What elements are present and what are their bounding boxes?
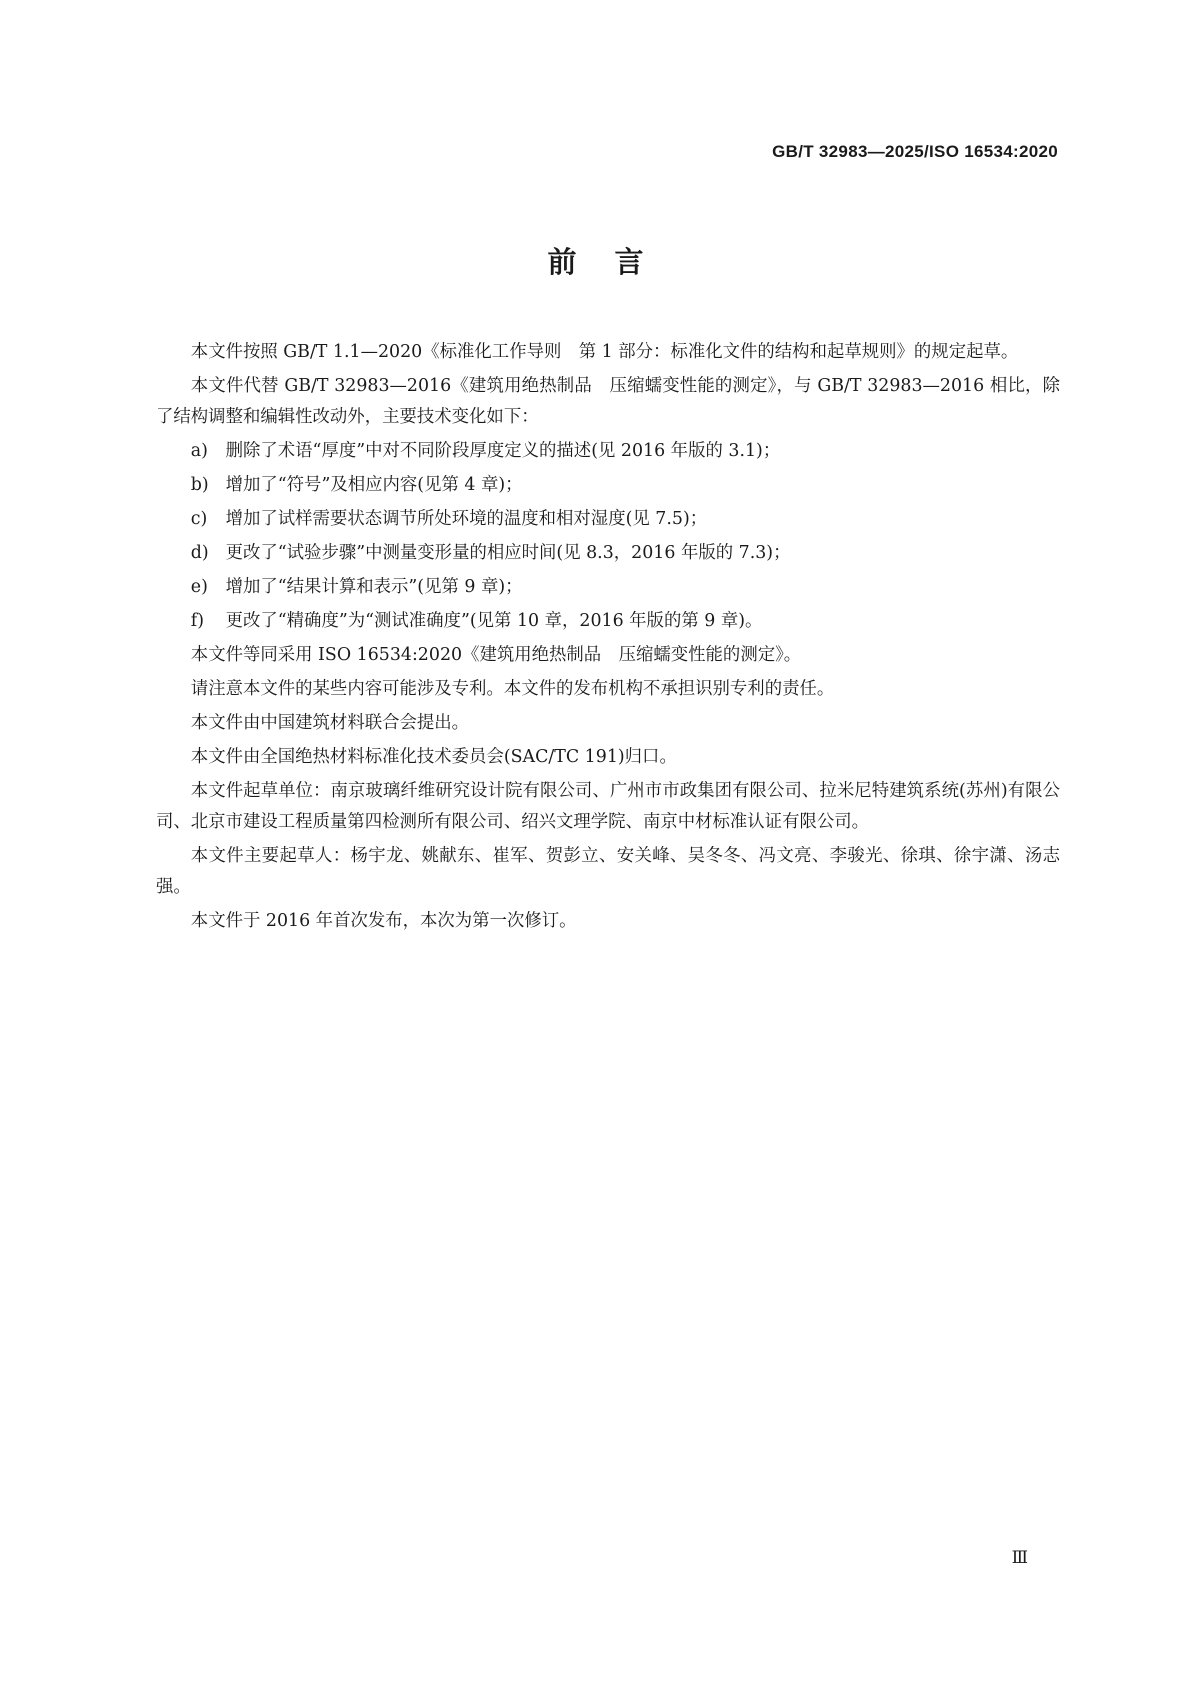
standard-code-header: GB/T 32983—2025/ISO 16534:2020: [772, 142, 1058, 161]
change-item-b: [156, 470, 1060, 501]
list-item-text: 增加了“结果计算和表示”(见第 9 章)；: [225, 577, 523, 597]
list-marker: c): [190, 509, 208, 529]
change-item-c: [156, 504, 1060, 535]
list-item-text: 更改了“精确度”为“测试准确度”(见第 10 章，2016 年版的第 9 章)。: [225, 611, 763, 631]
change-item-d: [156, 538, 1060, 569]
change-item-a: [156, 436, 1060, 467]
paragraph-drafters: 本文件主要起草人：杨宇龙、姚献东、崔军、贺彭立、安关峰、吴冬冬、冯文亮、李骏光、徐琪、徐宇潇、汤志强。: [156, 846, 1060, 897]
list-item-text: 更改了“试验步骤”中测量变形量的相应时间(见 8.3，2016 年版的 7.3)；: [225, 543, 791, 563]
paragraph-drafting-units: 本文件起草单位：南京玻璃纤维研究设计院有限公司、广州市市政集团有限公司、拉米尼特建筑系统(苏州)有限公司、北京市建设工程质量第四检测所有限公司、绍兴文理学院、南京中材标准认证有限公司。: [156, 781, 1060, 832]
page-number: Ⅲ: [1011, 1548, 1028, 1568]
list-marker: a): [190, 441, 208, 461]
paragraph-iso-adoption: 本文件等同采用 ISO 16534:2020《建筑用绝热制品 压缩蠕变性能的测定》。: [190, 645, 802, 665]
paragraph-replacement: 本文件代替 GB/T 32983—2016《建筑用绝热制品 压缩蠕变性能的测定》，与 GB/T 32983—2016 相比，除了结构调整和编辑性改动外，主要技术变化如下：: [156, 376, 1060, 427]
change-item-e: [156, 572, 1060, 603]
list-item-text: 删除了术语“厚度”中对不同阶段厚度定义的描述(见 2016 年版的 3.1)；: [225, 441, 781, 461]
paragraph-committee: 本文件由全国绝热材料标准化技术委员会(SAC/TC 191)归口。: [190, 747, 677, 767]
foreword-body: [156, 337, 1060, 940]
list-marker: e): [190, 577, 208, 597]
paragraph-history: 本文件于 2016 年首次发布，本次为第一次修订。: [190, 911, 577, 931]
page-title: 前言: [547, 245, 682, 279]
list-marker: b): [190, 475, 209, 495]
list-item-text: 增加了试样需要状态调节所处环境的温度和相对湿度(见 7.5)；: [225, 509, 708, 529]
paragraph-patent-notice: 请注意本文件的某些内容可能涉及专利。本文件的发布机构不承担识别专利的责任。: [190, 679, 835, 699]
list-marker: d): [190, 543, 209, 563]
list-marker: f): [190, 611, 205, 631]
paragraph-proposer: 本文件由中国建筑材料联合会提出。: [190, 713, 470, 733]
list-item-text: 增加了“符号”及相应内容(见第 4 章)；: [225, 475, 523, 495]
change-item-f: [156, 606, 1060, 637]
paragraph-drafting-basis: 本文件按照 GB/T 1.1—2020《标准化工作导则 第 1 部分：标准化文件的结构和起草规则》的规定起草。: [190, 342, 1019, 362]
